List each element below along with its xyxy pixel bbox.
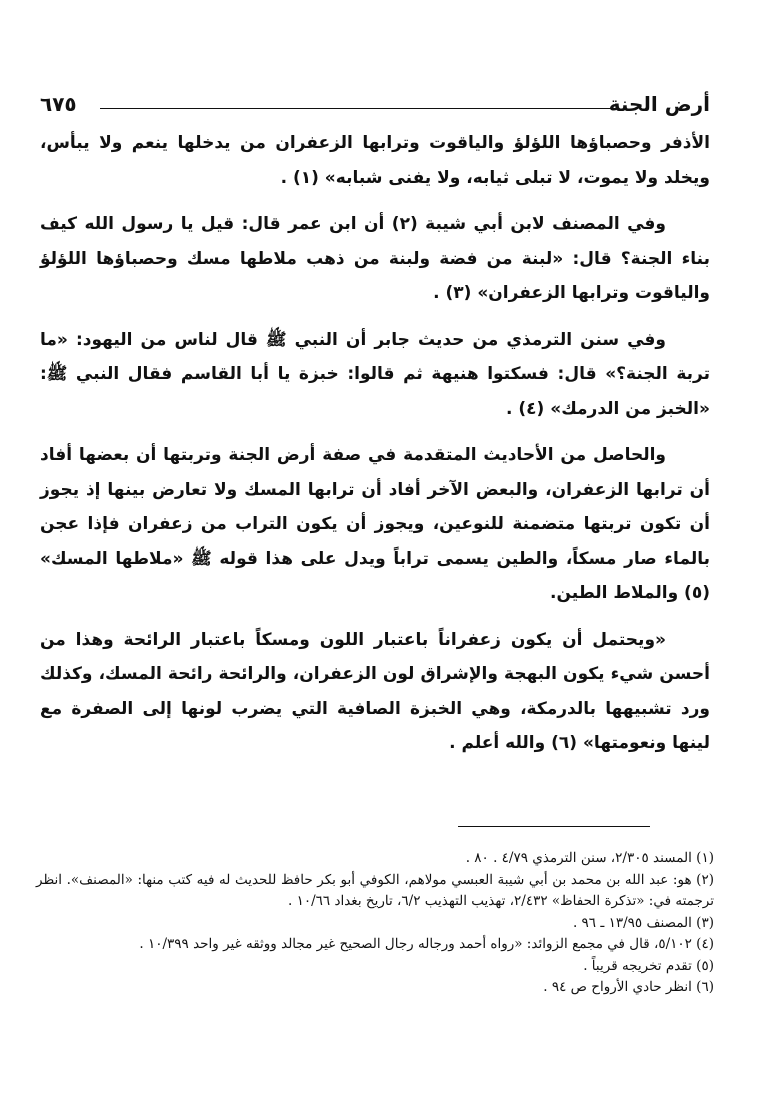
chapter-title: أرض الجنة [608, 92, 710, 116]
header-rule [100, 108, 618, 109]
footnotes [36, 848, 714, 999]
footnote-2: (٢) هو: عبد الله بن محمد بن أبي شيبة العبسي مولاهم، الكوفي أبو بكر حافظ للحديث له فيه كتب منها: «المصنف». انظر ترجمته في: «تذكرة الحفاظ» ٢/٤٣٢، تهذيب التهذيب ٦/٢، تاريخ بغداد ١٠/٦٦ . [36, 871, 714, 909]
footnote-separator [458, 826, 650, 827]
footnote-1: (١) المسند ٢/٣٠٥، سنن الترمذي ٤/٧٩ . ٨٠ . [465, 850, 714, 866]
running-header [40, 92, 710, 122]
footnote-4: (٤) ٥/١٠٢، قال في مجمع الزوائد: «رواه أحمد ورجاله رجال الصحيح غير مجالد ووثقه غير واحد ١٠/٣٩٩ . [139, 936, 714, 952]
main-text [40, 126, 710, 773]
footnote-6: (٦) انظر حادي الأرواح ص ٩٤ . [543, 979, 714, 995]
page-number: ٦٧٥ [40, 92, 77, 116]
footnote-5: (٥) تقدم تخريجه قريباً . [583, 957, 714, 974]
footnote-3: (٣) المصنف ١٣/٩٥ ـ ٩٦ . [572, 914, 714, 931]
paragraph-4: والحاصل من الأحاديث المتقدمة في صفة أرض الجنة وتربتها أن بعضها أفاد أن ترابها الزعفران، والبعض الآخر أفاد أن ترابها المسك ولا تعارض بينها إذ يجوز أن تكون تربتها متضمنة للنوعين، ويجوز أن يكون التراب من زعفران فإذا عجن بالماء صار مسكاً، والطين يسمى تراباً ويدل على هذا قوله ﷺ «ملاطها المسك» (٥) والملاط الطين. [40, 445, 710, 603]
paragraph-5: «ويحتمل أن يكون زعفراناً باعتبار اللون ومسكاً باعتبار الرائحة وهذا من أحسن شيء يكون البهجة والإشراق لون الزعفران، والرائحة رائحة المسك، وكذلك ورد تشبيهها بالدرمكة، وهي الخبزة الصافية التي يضرب لونها إلى الصفرة مع لينها ونعومتها» (٦) والله أعلم . [40, 629, 710, 753]
paragraph-3: وفي سنن الترمذي من حديث جابر أن النبي ﷺ قال لناس من اليهود: «ما تربة الجنة؟» قال: فسكتوا هنيهة ثم قالوا: خبزة يا أبا القاسم فقال النبي ﷺ: «الخبز من الدرمك» (٤) . [40, 329, 710, 419]
paragraph-2: وفي المصنف لابن أبي شيبة (٢) أن ابن عمر قال: قيل يا رسول الله كيف بناء الجنة؟ قال: «لبنة من فضة ولبنة من ذهب ملاطها مسك وحصباؤها اللؤلؤ والياقوت وترابها الزعفران» (٣) . [40, 214, 710, 303]
paragraph-1: الأذفر وحصباؤها اللؤلؤ والياقوت وترابها الزعفران من يدخلها ينعم ولا يبأس، ويخلد ولا يموت، لا تبلى ثيابه، ولا يفنى شبابه» (١) . [40, 133, 710, 188]
